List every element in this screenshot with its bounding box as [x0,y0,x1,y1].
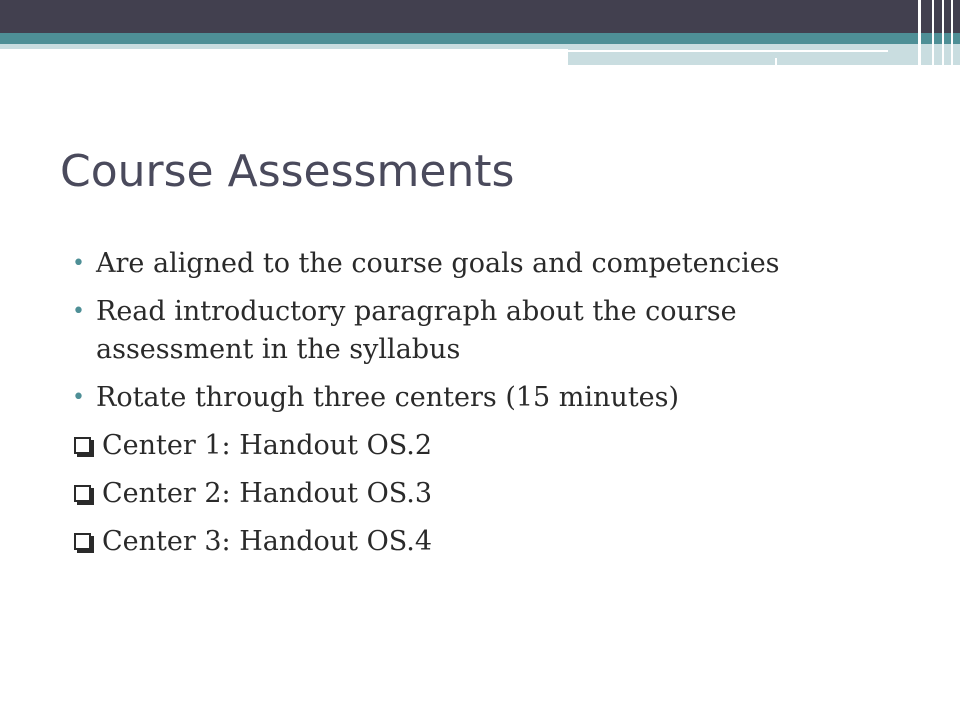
bullet-dot-icon: • [72,299,85,324]
header-stripe [932,0,934,65]
list-item [72,293,892,369]
header-band-dark [0,0,960,33]
header-band-gap [775,58,777,65]
content-list [72,245,892,571]
checklist-item [72,475,892,513]
checklist-item-text: Center 2: Handout OS.3 [102,478,433,509]
slide-title: Course Assessments [60,146,515,197]
list-item-text: Are aligned to the course goals and competencies [96,248,780,279]
list-item-text: Read introductory paragraph about the course assessment in the syllabus [96,296,737,365]
checklist-item-text: Center 3: Handout OS.4 [102,526,433,557]
header-stripe [942,0,944,65]
list-item [72,379,892,417]
checkbox-icon [74,533,91,550]
bullet-dot-icon: • [72,385,85,410]
header-stripe [918,0,921,65]
list-item [72,245,892,283]
checklist-item-text: Center 1: Handout OS.2 [102,430,433,461]
checkbox-icon [74,485,91,502]
header-band-teal [0,33,960,44]
header-band-line [568,50,888,52]
header-band-step [568,44,960,65]
bullet-dot-icon: • [72,251,85,276]
header-stripe [951,0,953,65]
list-item-text: Rotate through three centers (15 minutes) [96,382,680,413]
checklist-item [72,427,892,465]
checklist-item [72,523,892,561]
checkbox-icon [74,437,91,454]
